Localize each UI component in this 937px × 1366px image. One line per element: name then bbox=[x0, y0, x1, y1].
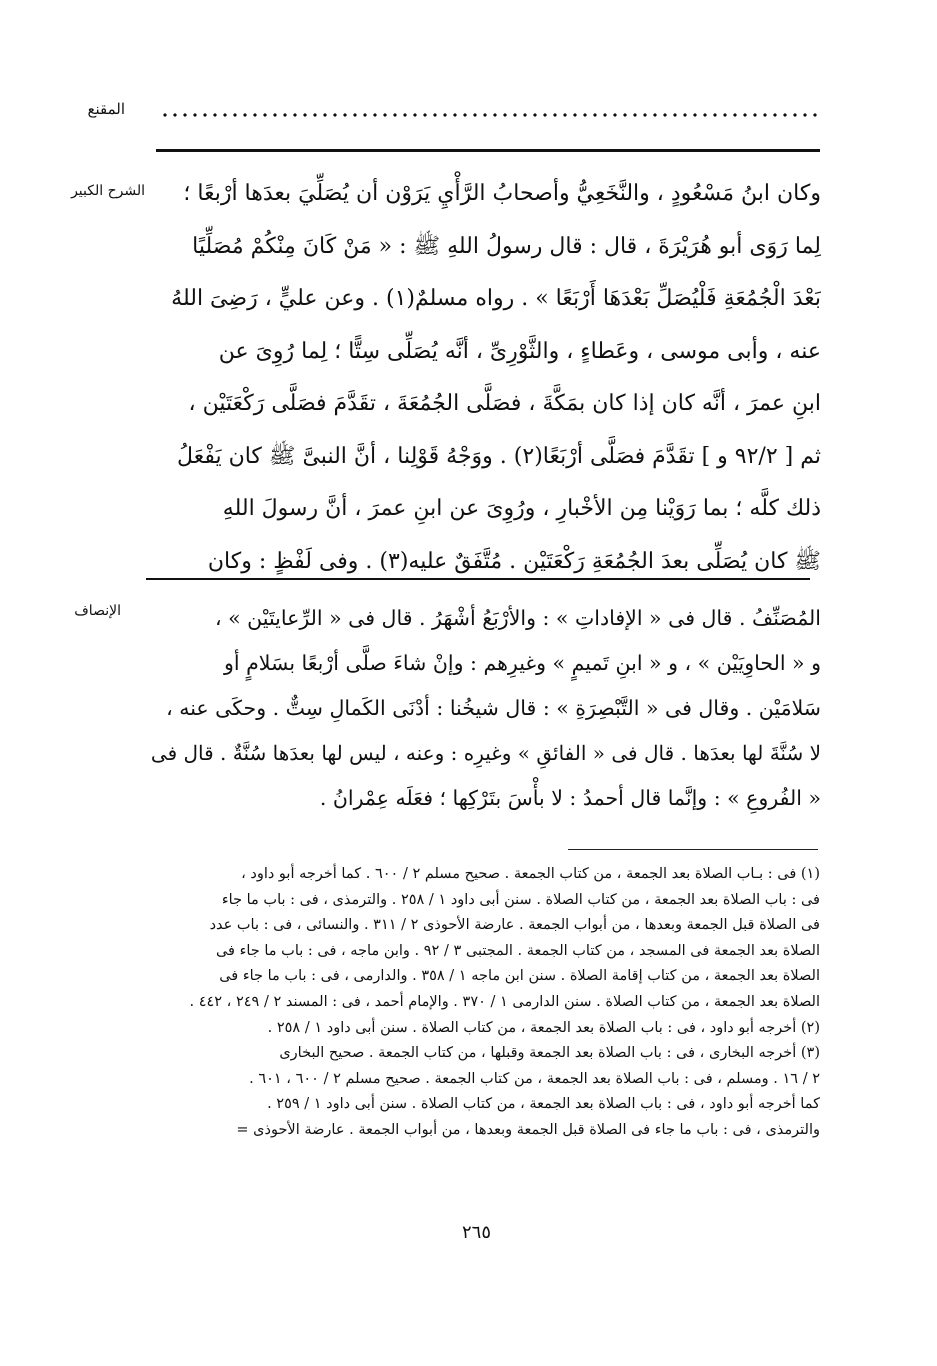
footnote-line: ٢ / ١٦ . ومسلم ، فى : باب الصلاة بعد الجمعة ، من كتاب الجمعة . صحيح مسلم ٢ / ٦٠٠ ، ٦٠١ . bbox=[249, 1070, 820, 1087]
footnotes-block bbox=[140, 862, 820, 1144]
footnote-line: والترمذى ، فى : باب ما جاء فى الصلاة قبل الجمعة وبعدها ، من أبواب الجمعة . عارضة الأحوذى = bbox=[236, 1121, 820, 1138]
page-number: ٢٦٥ bbox=[461, 1222, 491, 1243]
insaf-text-block bbox=[145, 596, 821, 821]
text-line: لا سُنَّةَ لها بعدَها . قال فى « الفائقِ » وغيرِه : وعنه ، ليس لها بعدَها سُنَّةٌ . قال فى bbox=[150, 741, 821, 765]
text-line: ﷺ كان يُصَلِّى بعدَ الجُمُعَةِ رَكْعَتَيْن . مُتَّفَقٌ عليه(٣) . وفى لَفْظٍ : وكان bbox=[207, 548, 821, 574]
footnote-line: فى : باب الصلاة بعد الجمعة ، من كتاب الصلاة . سنن أبى داود ١ / ٢٥٨ . والترمذى ، فى : باب ما جاء bbox=[221, 891, 820, 908]
footnote-line: الصلاة بعد الجمعة فى المسجد ، من كتاب الجمعة . المجتبى ٣ / ٩٢ . وابن ماجه ، فى : باب ما جاء فى bbox=[215, 942, 820, 959]
text-line: « الفُروعِ » : وإنَّما قال أحمدُ : لا بأْسَ بتَرْكِها ؛ فعَلَه عِمْرانُ . bbox=[319, 786, 821, 810]
running-header-title: المقنع bbox=[87, 100, 125, 118]
footnote-separator bbox=[568, 849, 818, 850]
section-divider bbox=[146, 578, 810, 580]
text-line: لِما رَوَى أبو هُرَيْرَةَ ، قال : قال رسولُ اللهِ ﷺ : « مَنْ كَانَ مِنْكُمْ مُصَلِّيًا bbox=[192, 233, 821, 259]
text-line: و « الحاوِيَيْن » ، و « ابنِ تَميمٍ » وغيرِهم : وإنْ شاءَ صلَّى أرْبعًا بسَلامٍ أو bbox=[224, 651, 821, 675]
text-line: ابنِ عمرَ ، أنَّه كان إذا كان بمَكَّةَ ، فصَلَّى الجُمُعَةَ ، تقَدَّمَ فصَلَّى رَكْعَتَيْن ، bbox=[188, 391, 821, 416]
page-number-container bbox=[0, 1222, 937, 1243]
section-label-insaf: الإنصاف bbox=[74, 603, 121, 619]
header-dotted-leader bbox=[160, 112, 820, 118]
footnote-line: كما أخرجه أبو داود ، فى : باب الصلاة بعد الجمعة ، من كتاب الصلاة . سنن أبى داود ١ / ٢٥٩ . bbox=[267, 1096, 820, 1113]
header-rule bbox=[156, 149, 820, 152]
text-line: المُصَنِّفُ . قال فى « الإفاداتِ » : والأرْبَعُ أشْهَرُ . قال فى « الرِّعايتَيْن » ، bbox=[214, 606, 821, 630]
footnote-line: (١) فى : بـاب الصلاة بعد الجمعة ، من كتاب الجمعة . صحيح مسلم ٢ / ٦٠٠ . كما أخرجه أبو داود ، bbox=[241, 866, 820, 882]
sharh-text-block bbox=[145, 168, 821, 588]
footnote-line: (٣) أخرجه البخارى ، فى : باب الصلاة بعد الجمعة وقبلها ، من كتاب الجمعة . صحيح البخارى bbox=[279, 1045, 820, 1062]
section-label-sharh: الشرح الكبير bbox=[71, 183, 145, 199]
text-line: ثم [ ٩٢/٢ و ] تقَدَّمَ فصَلَّى أرْبَعًا(٢) . ووَجْهُ قَوْلِنا ، أنَّ النبىَّ ﷺ كان يَفْعَلُ bbox=[177, 443, 821, 469]
text-line: وكان ابنُ مَسْعُودٍ ، والنَّخَعِيُّ وأصحابُ الرَّأْيِ يَرَوْن أن يُصَلِّيَ بعدَها أرْبعًا ؛ bbox=[183, 181, 821, 206]
text-line: بَعْدَ الْجُمُعَةِ فَلْيُصَلِّ بَعْدَهَا أَرْبَعًا » . رواه مسلمٌ(١) . وعن عليٍّ ، رَضِىَ اللهُ bbox=[171, 286, 821, 311]
text-line: سَلامَيْن . وقال فى « التَّبْصِرَةِ » : قال شيخُنا : أدْنَى الكَمالِ سِتٌّ . وحكَى عنه ، bbox=[166, 696, 821, 720]
footnote-line: فى الصلاة قبل الجمعة وبعدها ، من أبواب الجمعة . عارضة الأحوذى ٢ / ٣١١ . والنسائى ، فى : باب عدد bbox=[209, 917, 820, 934]
footnote-line: (٢) أخرجه أبو داود ، فى : باب الصلاة بعد الجمعة ، من كتاب الصلاة . سنن أبى داود ١ / ٢٥٨ . bbox=[267, 1019, 820, 1036]
text-line: ذلك كلَّه ؛ بما رَوَيْنا مِن الأخْبارِ ، ورُوِىَ عن ابنِ عمرَ ، أنَّ رسولَ اللهِ bbox=[222, 496, 821, 521]
footnote-line: الصلاة بعد الجمعة ، من كتاب الصلاة . سنن الدارمى ١ / ٣٧٠ . والإمام أحمد ، فى : المسند ٢ / ٢٤٩ ، ٤٤٢ . bbox=[189, 993, 820, 1010]
text-line: عنه ، وأبى موسى ، وعَطاءٍ ، والثَّوْرِىِّ ، أنَّه يُصَلِّى سِتًّا ؛ لِما رُوِىَ عن bbox=[218, 338, 821, 364]
footnote-line: الصلاة بعد الجمعة ، من كتاب إقامة الصلاة . سنن ابن ماجه ١ / ٣٥٨ . والدارمى ، فى : باب ما جاء فى bbox=[219, 968, 820, 985]
